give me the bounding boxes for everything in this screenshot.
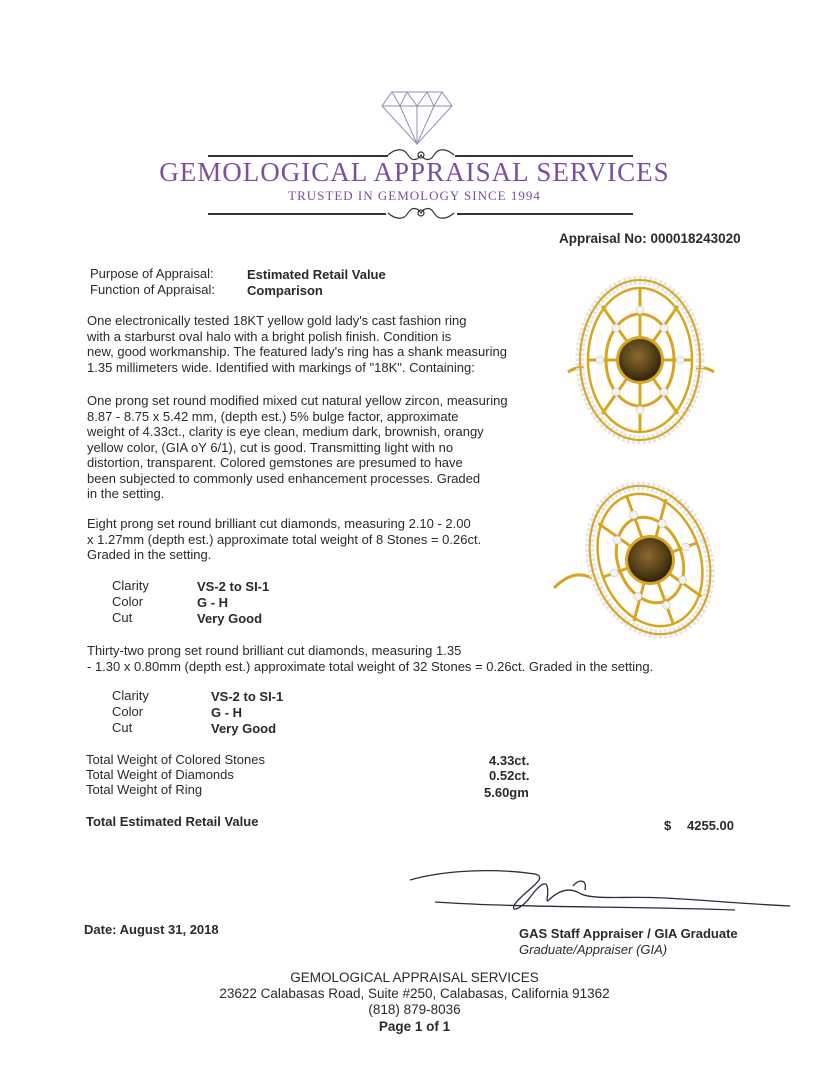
- clarity-value-2: VS-2 to SI-1: [211, 689, 284, 704]
- footer-address: 23622 Calabasas Road, Suite #250, Calabasas, California 91362: [219, 986, 610, 1001]
- appraisal-number: Appraisal No: 000018243020: [559, 231, 741, 246]
- total-ring-label: Total Weight of Ring: [86, 782, 203, 797]
- clarity-label-1: Clarity: [112, 578, 149, 593]
- cut-value-2: Very Good: [211, 721, 277, 736]
- purpose-value: Estimated Retail Value: [247, 267, 386, 282]
- footer-phone: (818) 879-8036: [368, 1002, 461, 1017]
- cut-label-1: Cut: [112, 610, 133, 625]
- description-paragraph-3: Eight prong set round brilliant cut diamonds, measuring 2.10 - 2.00 x 1.27mm (depth est.) approximate total weight of 8 Stones = 0.26ct. Graded in the setting.: [87, 516, 482, 562]
- clarity-value-1: VS-2 to SI-1: [197, 579, 270, 594]
- appraiser-title: GAS Staff Appraiser / GIA Graduate: [519, 926, 738, 941]
- footer-company: GEMOLOGICAL APPRAISAL SERVICES: [290, 970, 539, 985]
- signature-graphic: [405, 860, 795, 930]
- ring-angle-image: [550, 478, 725, 648]
- header-bottom-rule: [208, 213, 386, 215]
- description-paragraph-4: Thirty-two prong set round brilliant cut diamonds, measuring 1.35 - 1.30 x 0.80mm (depth est.) approximate total weight of 32 Stones = 0.26ct. Graded in the setting.: [87, 643, 654, 674]
- header-bottom-rule-right: [457, 213, 633, 215]
- total-colored-value: 4.33ct.: [489, 753, 530, 768]
- clarity-label-2: Clarity: [112, 688, 149, 703]
- footer-page: Page 1 of 1: [378, 1019, 451, 1034]
- flourish-bottom-icon: [386, 204, 456, 222]
- cut-label-2: Cut: [112, 720, 133, 735]
- company-tagline: TRUSTED IN GEMOLOGY SINCE 1994: [288, 188, 541, 203]
- color-label-2: Color: [112, 704, 144, 719]
- total-diamonds-value: 0.52ct.: [489, 768, 530, 783]
- cut-value-1: Very Good: [197, 611, 263, 626]
- company-logo-title: GEMOLOGICAL APPRAISAL SERVICES: [159, 157, 670, 187]
- total-retail-value: 4255.00: [687, 818, 734, 833]
- color-label-1: Color: [112, 594, 144, 609]
- description-paragraph-2: One prong set round modified mixed cut natural yellow zircon, measuring 8.87 - 8.75 x 5.42 mm, (depth est.) 5% bulge factor, approximate weight of 4.33ct., clarity is eye clean, medium dark, brownish, orangy yellow color, (GIA oY 6/1), cut is good. Transmitting light with no distortion, transparent. Colored gemstones are presumed to have been subjected to commonly used enhancement processes. Graded in the setting.: [87, 393, 508, 501]
- total-colored-label: Total Weight of Colored Stones: [86, 752, 265, 767]
- appraiser-subtitle: Graduate/Appraiser (GIA): [519, 942, 668, 957]
- ring-front-image: [560, 272, 720, 447]
- diamond-logo-icon: [380, 88, 454, 146]
- color-value-1: G - H: [197, 595, 229, 610]
- function-value: Comparison: [247, 283, 323, 298]
- color-value-2: G - H: [211, 705, 243, 720]
- total-diamonds-label: Total Weight of Diamonds: [86, 767, 234, 782]
- total-retail-label: Total Estimated Retail Value: [86, 814, 259, 829]
- function-label: Function of Appraisal:: [90, 282, 216, 297]
- currency-symbol: $: [664, 818, 672, 833]
- purpose-label: Purpose of Appraisal:: [90, 266, 214, 281]
- description-paragraph-1: One electronically tested 18KT yellow gold lady's cast fashion ring with a starburst oval halo with a bright polish finish. Condition is new, good workmanship. The featured lady's ring has a shank measuring 1.35 millimeters wide. Identified with markings of "18K". Containing:: [87, 313, 507, 375]
- total-ring-value: 5.60gm: [484, 785, 529, 800]
- date-label: Date: August 31, 2018: [84, 922, 219, 937]
